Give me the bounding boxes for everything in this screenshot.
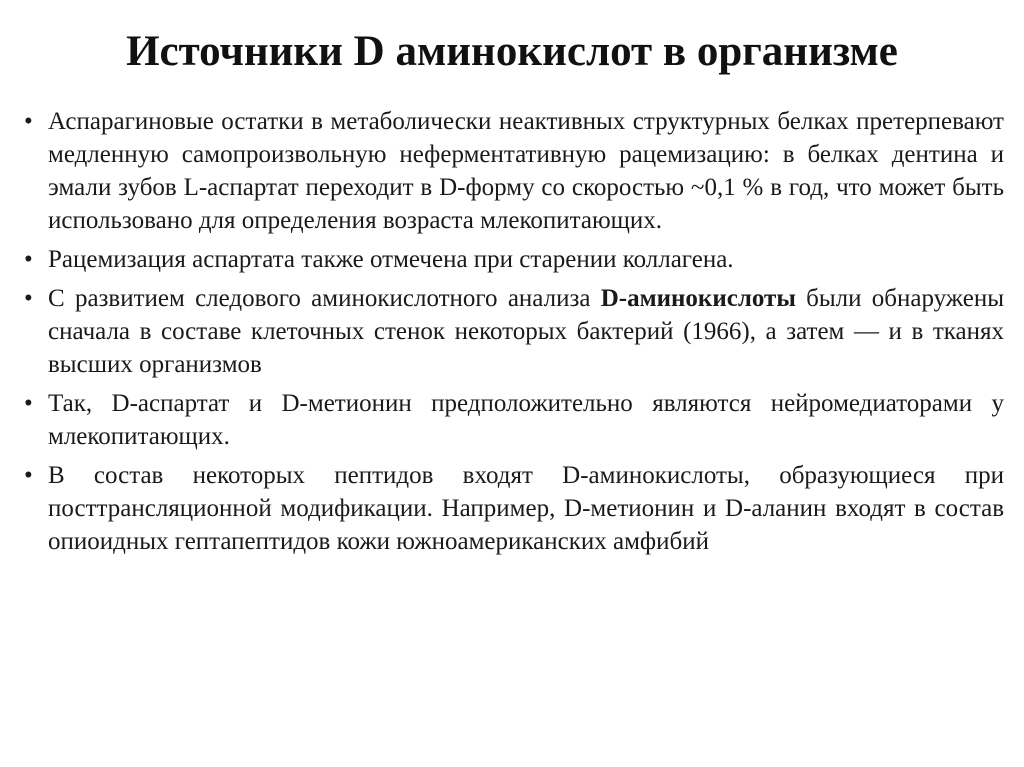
slide-title: Источники D аминокислот в организме xyxy=(126,28,898,75)
bullet-item-peptides xyxy=(24,459,1004,558)
bullet-item-collagen xyxy=(24,243,1004,276)
bullet-list xyxy=(24,105,1004,564)
bullet-text: В состав некоторых пептидов входят D-аминокислоты, образующиеся при посттрансляционной модификации. Например, D-метионин и D-аланин входят в состав опиоидных гептапептидов кожи южноамериканских амфибий xyxy=(48,462,1004,555)
bullet-text: Аспарагиновые остатки в метаболически неактивных структурных белках претерпевают медленную самопроизвольную неферментативную рацемизацию: в белках дентина и эмали зубов L-аспартат переходит в D-форму со скоростью ~0,1 % в год, что может быть использовано для определения возраста млекопитающих. xyxy=(48,108,1004,234)
bullet-bold-term: D-аминокислоты xyxy=(600,285,796,312)
bullet-text: Рацемизация аспартата также отмечена при старении коллагена. xyxy=(48,246,734,273)
bullet-text: Так, D-аспартат и D-метионин предположительно являются нейромедиаторами у млекопитающих. xyxy=(48,390,1004,450)
bullet-item-neuromediators xyxy=(24,387,1004,453)
bullet-item-trace-analysis xyxy=(24,282,1004,381)
bullet-item-racemization-teeth xyxy=(24,105,1004,237)
bullet-text: были обнаружены сначала в составе клеточных стенок некоторых бактерий (1966), а затем — и в тканях высших организмов xyxy=(48,285,1005,378)
bullet-text: С развитием следового аминокислотного анализа xyxy=(48,285,601,312)
